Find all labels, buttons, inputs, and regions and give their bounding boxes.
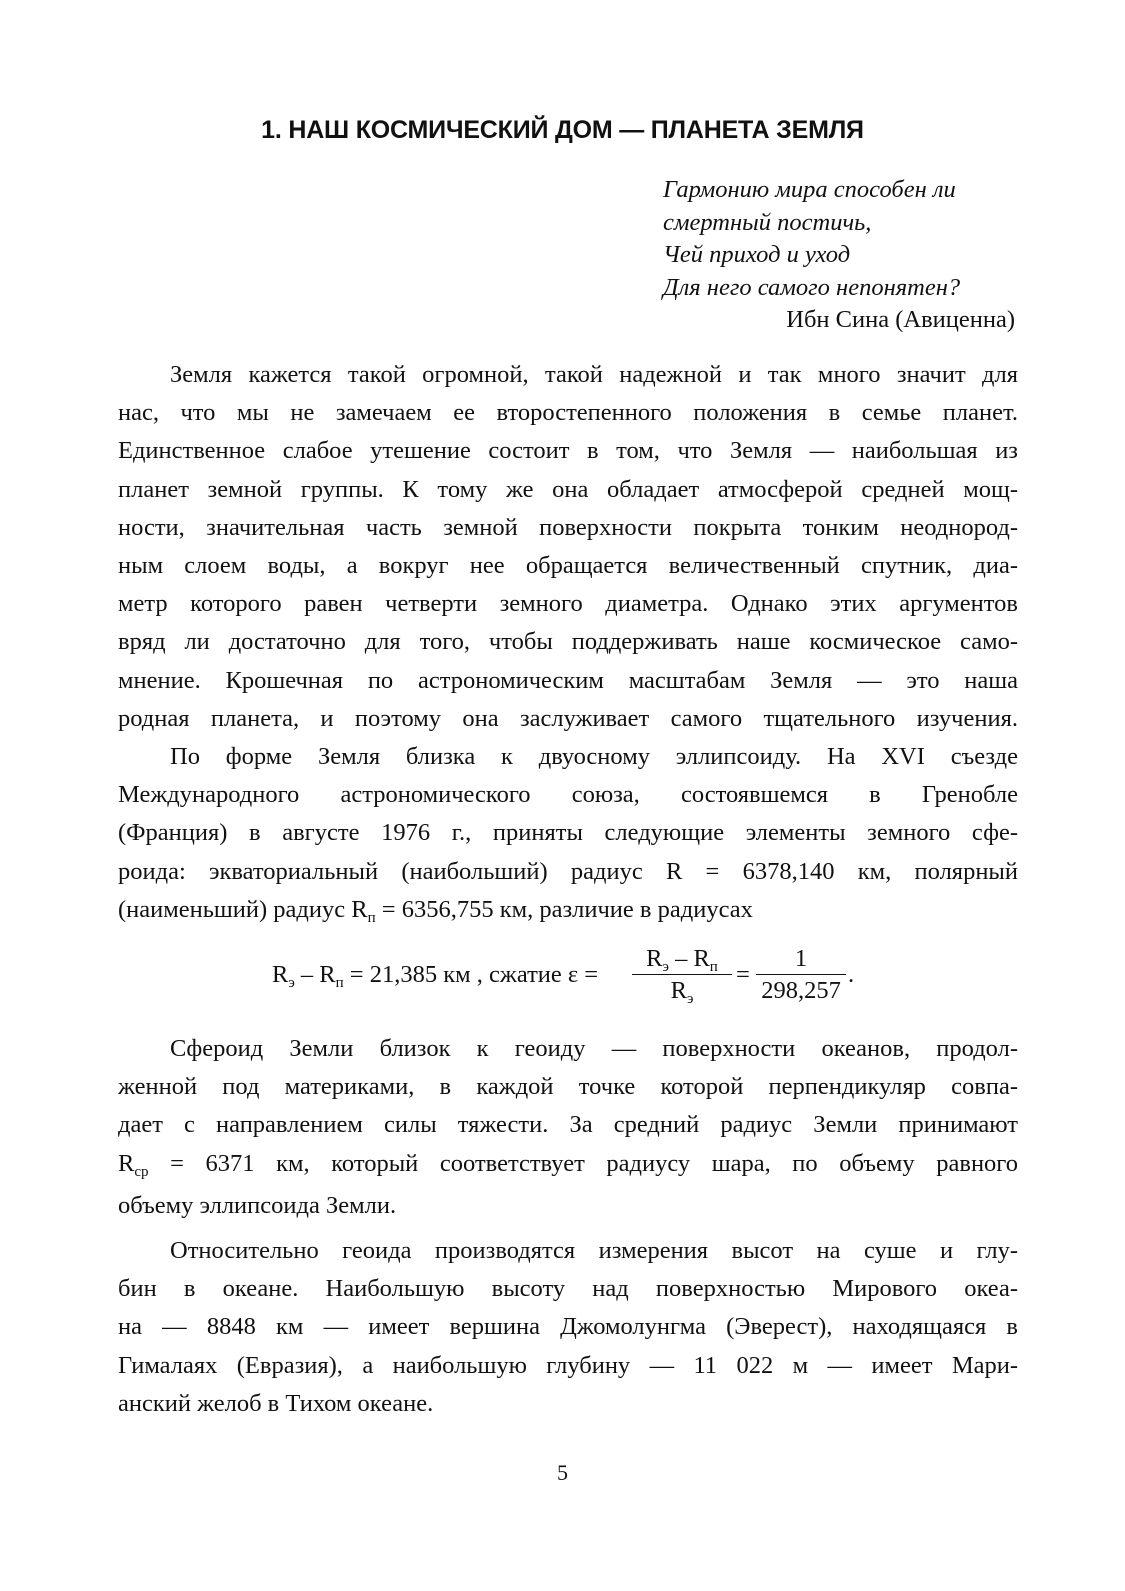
formula-symbol: – R — [668, 945, 710, 972]
text-line: Гималаях (Евразия), а наибольшую глубину — 11 022 м — имеет Мари- — [118, 1351, 1018, 1379]
text-line: нас, что мы не замечаем ее второстепенного положения в семье планет. — [118, 399, 1018, 427]
text-line: объему эллипсоида Земли. — [118, 1191, 397, 1219]
epigraph — [663, 174, 1023, 337]
text-line: на — 8848 км — имеет вершина Джомолунгма (Эверест), находящаяся в — [118, 1313, 1018, 1341]
text-line: вряд ли достаточно для того, чтобы поддерживать наше космическое само- — [118, 628, 1018, 656]
formula-equals: = — [736, 961, 750, 988]
formula-period: . — [848, 961, 855, 988]
subscript: п — [367, 909, 376, 926]
subscript: э — [288, 975, 295, 991]
formula-symbol: – R — [294, 961, 336, 988]
paragraph-3 — [118, 1030, 1018, 1225]
epigraph-line: Чей приход и уход — [663, 241, 851, 268]
formula-fraction-1 — [632, 944, 732, 1005]
formula-text: = 6371 км — [148, 1149, 304, 1177]
text-line: мнение. Крошечная по астрономическим масштабам Земля — это наша — [118, 666, 1018, 694]
text-line: родная планета, и поэтому она заслуживает самого тщательного изучения. — [118, 704, 1018, 732]
text-line-mean-radius — [118, 1145, 1018, 1187]
formula-symbol: R — [272, 961, 289, 988]
subscript: п — [709, 959, 718, 975]
text-line-radius-polar — [118, 891, 1018, 929]
fraction-denominator: 298,257 — [761, 977, 841, 1004]
formula-lhs — [272, 961, 598, 992]
text-line: ности, значительная часть земной поверхности покрыта тонким неоднород- — [118, 513, 1018, 541]
text-line: Относительно геоида производятся измерения высот на суше и глу- — [170, 1237, 1018, 1264]
text-line: метр которого равен четверти земного диаметра. Однако этих аргументов — [118, 590, 1018, 618]
fraction-numerator: 1 — [794, 945, 808, 972]
text-line: бин в океане. Наибольшую высоту над поверхностью Мирового океа- — [118, 1275, 1018, 1303]
text-line: Единственное слабое утешение состоит в том, что Земля — наибольшая из — [118, 437, 1018, 465]
text-fragment: = 6356,755 км, различие в радиусах — [375, 895, 753, 923]
text-fragment: (наименьший) радиус R — [118, 895, 368, 923]
epigraph-line: Гармонию мира способен ли — [663, 176, 956, 203]
formula-fraction-2 — [756, 944, 846, 1005]
text-line: (Франция) в августе 1976 г., приняты следующие элементы земного сфе- — [118, 819, 1018, 847]
subscript: ср — [134, 1163, 149, 1180]
text-line: роида: экваториальный (наибольший) радиус R = 6378,140 км, полярный — [118, 857, 1018, 885]
text-fragment: , который соответствует радиусу шара, по объему равного — [303, 1149, 1018, 1177]
text-line: планет земной группы. К тому же она обладает атмосферой средней мощ- — [118, 475, 1018, 503]
paragraph-4 — [118, 1232, 1018, 1423]
formula-symbol: R — [646, 945, 663, 972]
text-line: Сфероид Земли близок к геоиду — поверхности океанов, продол- — [170, 1035, 1018, 1062]
chapter-title: 1. НАШ КОСМИЧЕСКИЙ ДОМ — ПЛАНЕТА ЗЕМЛЯ — [261, 116, 864, 144]
page-number: 5 — [557, 1460, 568, 1485]
text-line: По форме Земля близка к двуосному эллипсоиду. На XVI съезде — [170, 743, 1018, 770]
subscript: п — [335, 975, 344, 991]
paragraph-1 — [118, 356, 1018, 738]
text-line: дает с направлением силы тяжести. За средний радиус Земли принимают — [118, 1111, 1018, 1139]
fraction-numerator — [632, 944, 732, 974]
subscript: э — [686, 991, 694, 1007]
text-line: женной под материками, в каждой точке которой перпендикуляр совпа- — [118, 1073, 1018, 1101]
paragraph-2 — [118, 738, 1018, 929]
flattening-formula — [0, 944, 1125, 1014]
epigraph-author: Ибн Сина (Авиценна) — [786, 306, 1015, 333]
text-line: ным слоем воды, а вокруг нее обращается величественный спутник, диа- — [118, 551, 1018, 579]
subscript: э — [662, 959, 669, 975]
epigraph-line: смертный постичь, — [663, 208, 872, 236]
text-line: Международного астрономического союза, состоявшемся в Гренобле — [118, 781, 1018, 809]
formula-symbol: R — [118, 1149, 135, 1177]
formula-text: = 21,385 км , сжатие ε = — [343, 961, 599, 988]
text-line: Земля кажется такой огромной, такой надежной и так много значит для — [170, 361, 1018, 388]
fraction-denominator — [632, 975, 732, 1005]
text-line: анский желоб в Тихом океане. — [118, 1389, 434, 1417]
epigraph-line: Для него самого непонятен? — [663, 273, 961, 301]
formula-symbol: R — [670, 977, 687, 1004]
